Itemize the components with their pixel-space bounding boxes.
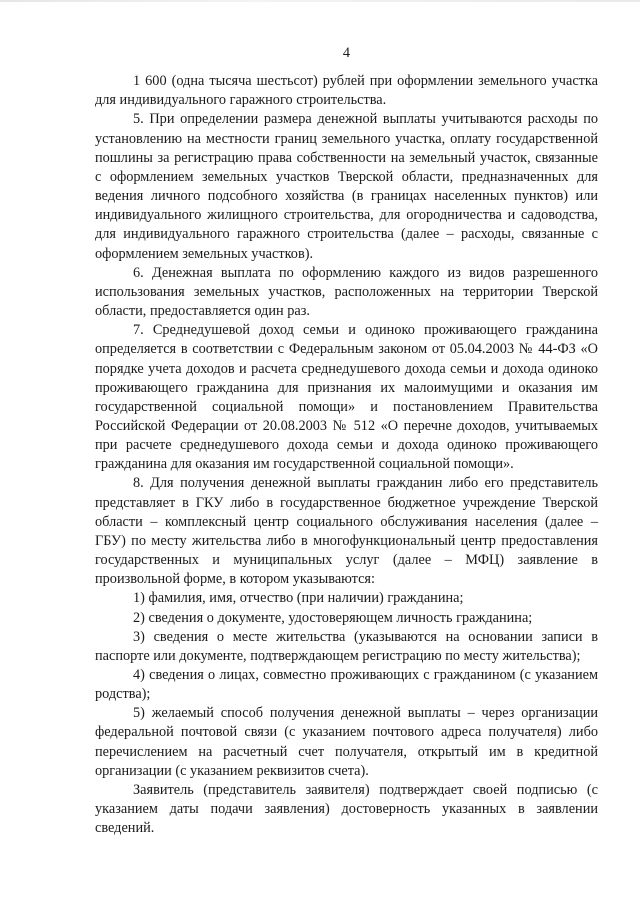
list-item-1: 1) фамилия, имя, отчество (при наличии) гражданина; <box>133 590 464 607</box>
document-page <box>95 0 598 838</box>
page-number: 4 <box>342 45 351 61</box>
list-item-4: 4) сведения о лицах, совместно проживающих с гражданином (с указанием родства); <box>95 667 598 703</box>
list-item-2: 2) сведения о документе, удостоверяющем личность гражданина; <box>133 609 533 626</box>
paragraph-5: 5. При определении размера денежной выплаты учитываются расходы по установлению на местности границ земельного участка, оплату государственной пошлины за регистрацию права собственности на земельный участок, связанные с оформлением земельных участков Тверской области, предназначенных для ведения личного подсобного хозяйства (в границах населенных пунктов) или индивидуального жилищного строительства, для огородничества и садоводства, для индивидуального гаражного строительства (далее – расходы, связанные с оформлением земельных участков). <box>95 111 598 262</box>
list-item-3: 3) сведения о месте жительства (указываются на основании записи в паспорте или документе, подтверждающем регистрацию по месту жительства); <box>95 628 598 664</box>
paragraph-land-plot-amount: 1 600 (одна тысяча шестьсот) рублей при оформлении земельного участка для индивидуального гаражного строительства. <box>95 73 598 109</box>
paragraph-7: 7. Среднедушевой доход семьи и одиноко проживающего гражданина определяется в соответствии с Федеральным законом от 05.04.2003 № 44-ФЗ «О порядке учета доходов и расчета среднедушевого дохода семьи и дохода одиноко проживающего гражданина для признания их малоимущими и оказания им государственной социальной помощи» и постановлением Правительства Российской Федерации от 20.08.2003 № 512 «О перечне доходов, учитываемых при расчете среднедушевого дохода семьи и дохода одиноко проживающего гражданина для оказания им государственной социальной помощи». <box>95 322 598 473</box>
paragraph-6: 6. Денежная выплата по оформлению каждого из видов разрешенного использования земельных участков, расположенных на территории Тверской области, предоставляется один раз. <box>95 264 598 320</box>
list-item-5: 5) желаемый способ получения денежной выплаты – через организации федеральной почтовой связи (с указанием почтового адреса получателя) либо перечислением на расчетный счет получателя, открытый им в кредитной организации (с указанием реквизитов счета). <box>95 705 598 779</box>
paragraph-applicant-signature: Заявитель (представитель заявителя) подтверждает своей подписью (с указанием даты подачи заявления) достоверность указанных в заявлении сведений. <box>95 781 598 837</box>
paragraph-8: 8. Для получения денежной выплаты гражданин либо его представитель представляет в ГКУ либо в государственное бюджетное учреждение Тверской области – комплексный центр социального обслуживания населения (далее – ГБУ) по месту жительства либо в многофункциональный центр предоставления государственных и муниципальных услуг (далее – МФЦ) заявление в произвольной форме, в котором указываются: <box>95 475 598 588</box>
